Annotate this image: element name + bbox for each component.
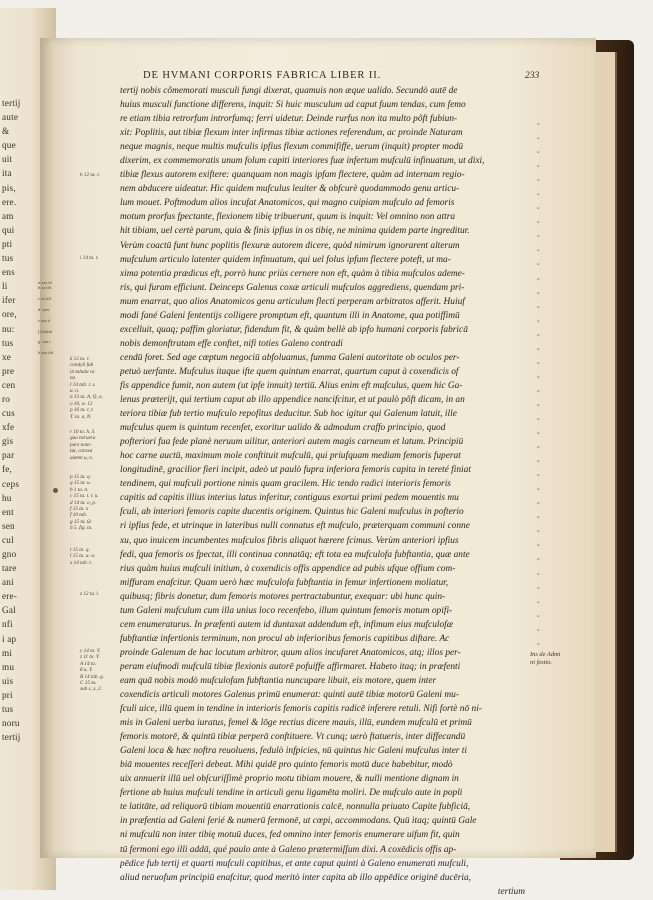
text-line: te latitāte, ad reliquorū tibiam mouentiū enarrationis calcē, nonnulla priuato Capite fubficiā, [120,802,471,813]
left-page-word: li [2,281,8,292]
left-page-word: uit [2,154,13,165]
side-note: t 15 ta. q. l 15 ta. u. w. x 14 tab. t. [70,547,96,566]
text-line: lum mouet. Poftmodum alios incufat Anatomicos, qui magno cuipiam mufculo ad femoris [120,198,455,209]
left-page-word: mi [2,647,13,658]
side-note: k 12 ta. r. condyli fub in tabula ra no l 14 tab. r. s. u. n. n 13 ta. A, Q, u. o 10, w. 12 p 16 ta. r, r. T. ta. a, N. [70,356,103,420]
text-line: coxendicis articuli motores Galenus primū enumerat: quinti autē tibiæ motorū Galeni mu- [120,690,459,701]
text-line: Galeni loca & hæc noftra reuoluens, fedulò infpicies, nū quintus hic Galeni mufculus inter ti [120,746,468,757]
running-title: DE HVMANI CORPORIS FABRICA LIBER II. [143,70,382,81]
left-page-word: tertij [2,98,21,108]
text-line: tū fermoni ego illi addā, qué paulo ante à Galeno prætermiſſum dixi. A coxēdicis offis ap- [120,844,457,855]
text-line: fculi, ab interiori femoris capite ducentis originem. Quintus hic Galeni mufculus in pofterio [120,507,464,518]
text-line: aliud neruofum principiū enafcitur, quod meritò inter capita ab illo appēdice originē ducēria, [120,872,471,883]
text-line: eam quā nobis modò mufculofam fubftantia nuncupare libuit, eis motore, quem inter [120,675,437,686]
left-page-word: ere- [2,591,18,602]
text-line: xu, quo inuicem incumbentes mufculos fibris aliquot hærere fcimus. Verùm anteriori ipfius [120,535,459,546]
text-line: in præfentia ad Galeni ferié & numerū fermonē, ut cœpi, accommodans. Quū itaq; quintū Gale [120,816,477,827]
left-page-word: tare [2,563,17,574]
text-line: fedi, qua femoris os fpectat, illi continua connatāq; eft tota ea mufculofa fubftantia, quæ ante [120,549,470,560]
text-line: biā mouentes receſſeri debeat. Mihi quidē pro quinto femoris motū duce habebitur, modò [120,760,453,771]
side-note: i 14 ta. r. [80,255,99,261]
text-line: cem enumeraturus. In præfenti autem id duntaxat addendum eft, infimum eius mufculofæ [120,619,454,630]
text-line: pēdice fub tertij et quarti mufculi capitibus, et ante caput quinti à Galeno enumerati mufculi, [120,858,469,869]
left-page-word: hu [2,492,12,503]
right-margin-note: Ins de Admi ni festio. [530,651,561,666]
left-page-word: noru [2,718,20,729]
text-line: mufculus quem is quintum recenfet, exoritur ualido & admodum craffo principio, quod [120,423,446,434]
left-page-word: pti [2,238,13,249]
left-page-word: ani [2,577,14,588]
text-line: tum Galeni mufculum cum illa unius loco recenfebo, illum quintum femoris motum opifi- [120,605,453,616]
text-line: xit: Poplitis, aut tibiæ flexum inter infirmas tibiæ actiones referendum, ac proinde Naturam [120,128,463,139]
text-line: pofteriori fua fede planè neruum uilitur, anteriori autem magis carneum et latum. Principiū [120,437,464,448]
left-page-word: tertij [2,732,21,743]
text-line: huius musculi functione differens, inquit: Si huic musculum ad caput fuum tendas, cum femo [120,100,466,111]
text-line: longitudinē, gracilior fieri incipit, adeò ut paulò fupra inferiora femoris capita in tereté finiat [120,465,471,476]
text-line: fis appendice fumit, non autem (ut ipfe innuit) tertiū. Alius enim eft mufculus, quem hic Ga- [120,380,463,391]
left-page-word: ita [2,168,12,179]
left-page-word: pis, [2,182,16,193]
text-line: quibusq; fibris donetur, dum femoris motores pertractabuntur, exequar: ubi hunc quin- [120,591,446,602]
text-line: Verùm coactū funt hunc poplitis flexuræ autorem dicere, quòd nimirum ignorarent alterum [120,240,460,251]
left-page-word: ens [2,267,15,278]
text-line: tertij nobis cõmemorati musculi fungi dixerat, quamuis non æque ualido. Secundò autē de [120,86,458,96]
text-line: proinde Galenum de hac locutum arbitror, quum alios incufaret Anatomicos, atq; illos per- [120,647,461,658]
text-line: fubftantiæ infertionis terminum, non procul ab inferioribus femoris capitibus diftare. Ac [120,633,450,644]
left-page-word: pre [2,365,15,376]
left-page-word: gno [2,549,17,559]
left-page-word: gis [2,436,14,447]
text-line: nobis demonftratam effe conftet, nifi toties Galeno contradi [120,338,343,349]
main-text-block [120,84,525,899]
left-page-word: cul [2,534,14,545]
left-page-word: cen [2,379,16,390]
side-note: r 10 ta. h, S. quo neruera pars nota- tur, carnea autem u, n. [70,429,96,461]
left-page-word: sen [2,520,15,531]
text-line: femoris motorē, & quintū tibiæ perperā conftituere. Vt cunq; uerò ftatueris, inter diffecandū [120,732,466,743]
quotation-marks-column: „ „ „ „ „ „ „ „ „ „ „ „ „ „ „ „ „ „ „ „ „ „ „ „ „ „ „ „ „ „ „ „ „ „ „ „ „ „ [537,120,540,646]
text-line: capitis ad capitis illius interius latus inferitur, contiguus exortui primi pedem mouentis mu [120,493,459,504]
side-note: p 15 ta. q. q 15 ta. u. b 1 ta. n. c 15 ta. t. r. u. d 14 ta. o, p. f 15 ta. x f 10 tab. g 15 ta. Ω h 5. fig. ta. [70,474,99,532]
text-line: uix annuerit illū uel obſcuriſſimè proprio motu tibiam mouere, & nulli mentione dignam in [120,774,459,785]
text-line: modi fané Galeni fententijs colligere promptum eft, quantum illi in Anatome, qua potiffimū [120,310,460,321]
left-page-word: fe, [2,464,13,475]
text-line: nem abducere uideatur. Hic quidem mufculus leuiter & obfcurè quodammodo genu articu- [120,184,460,195]
left-page-word: xe [2,351,12,362]
text-line: xima potentia prædicus eft, porrò hunc priùs cernere non eft, quàm à tibia mufculos ademe- [120,268,465,279]
text-line: neque magnis, neque multis mufculis ipfius flexum commififfe, uerum (inquit) propter modū [120,142,464,153]
text-line: motum prorfus fpectante, flexionem tibię tribuerunt, quum is inquit: Vel omnino non attra [120,212,456,223]
text-line: hoc carne auctū, maximum mole conftituit mufculū, qui priufquam mediam femoris fuperat [120,451,461,462]
text-line: ris, qui furam efficiunt. Deinceps Galenus coxæ articuli mufculos aggrediens, quendam pri- [120,282,465,293]
left-page-word: i ap [2,633,17,644]
left-page-word: qui [2,224,15,235]
left-page-word: que [2,140,16,151]
left-page-word: nfi [2,619,13,630]
left-page-word: tus [2,337,14,348]
text-line: hit tibiam, uel certè parum, quia & finis ipfius in os tibię, ne minima quidem parte ingreditur. [120,226,470,237]
left-page-word: ifer [2,295,16,306]
text-line: mis in Galeni uerba iuratus, femel & lōge rectius dicere mauis, illū, eundem mufculū et primū [120,718,472,729]
left-page-word: cus [2,408,15,419]
left-page-word: pri [2,689,13,700]
side-note: h 12 ta. c. [80,172,101,178]
text-line: miffuram enafcitur. Quam uerò hæc mufculofa fubftantia in femur infertionem moliatur, [120,577,449,588]
left-page-word: aute [2,112,19,123]
text-line: mum enarrat, quo alios Anatomicos genu articulum flecti perperam arbitratos afferit. Huiuf [120,296,465,307]
left-page-word: ore, [2,309,17,320]
text-line: petuò uerfante. Mufculus itaque ifte quem quintum enarrat, quartum caput à coxendicis of [120,366,459,377]
left-page-word: mu [2,661,15,672]
left-page-word: & [2,126,10,137]
ink-spot [53,488,58,493]
left-page-word: ceps [2,478,20,489]
text-line: ri ipfius fede, et utrinque in lateribus nulli connatus eft mufculo, præterquam communi conne [120,521,470,532]
text-line: peram eiufmodi mufculū tibiæ flexionis autorē pofuiffe affirmaret. Habeto itaq; in præfenti [120,661,461,672]
text-line: fertione ab huius mufculi tendine in articuli genu ligamēta moliri. De mufculo aute in popli [120,788,463,799]
text-line: tendinem, qui mufculi portione nimis quam gracilem. Hic tendo radici interioris femoris [120,479,451,490]
left-page-word: xfe [2,422,15,433]
text-line: fculi uice, illū quem in tendine in interioris femoris capitis radicē inferere retuli. Nifi fortè nō ni- [120,704,482,715]
text-line: dixerim, ex commemoratis unum folum capiti interiores fuæ infertum mufculū infinuatum, ut dixi, [120,156,485,167]
text-line: rius quàm huius mufculi initium, à coxendicis offis appendice ad pubis ufque offium com- [120,563,456,574]
left-page-word: ere. [2,196,17,207]
left-page-word: tus [2,253,14,264]
left-page-word: tus [2,704,14,715]
text-line: teriora tibiæ fub tertio mufculo repofitus deducitur. Sub hoc igitur qui Galenum latuit, ille [120,409,457,420]
left-page-word: am [2,210,14,221]
text-line: tertium [497,886,525,897]
text-line: cendū foret. Sed age cœptum negociū abfoluamus, fumma Galeni autoritate ob oculos per- [120,352,460,363]
text-line: tibiæ flexus autorem exiftere: quanquam non magis ipfam flectere, quàm ad internam regio- [120,170,465,181]
text-line: mufculum articulo latenter quidem infinuatum, qui uel folus ipfum flectere poteft, ut ma- [120,254,451,265]
left-page-margin-notes: a xxx iii b xx iiii c xx iiii d xxvi e xxx ii f Galeni g xxx i h xxx iiii [38,280,54,356]
left-page-word: nu: [2,323,15,334]
left-page-word: Gal [2,605,16,616]
left-page-word: ro [2,393,11,404]
left-page-word: ent [2,506,14,517]
side-note: y 14 ta. Y. z 11 ta. Y. A 14 ta. 8 u. Y. B 14 tab. g. C 15 ta. sub s, x, 2. [80,648,105,693]
left-page-word: uis [2,675,14,686]
page-number: 233 [525,71,540,81]
text-line: ni mufculū non inter tibię motuū duces, fed omnino inter femoris enumerare uifum fit, quin [120,830,460,841]
text-line: excelluit, quaq; paffim gloriatur, fidendum fit, & quàm bellè ab ipfo humani corporis fabricā [120,324,468,335]
side-note: z 12 ta. l. [80,591,100,597]
text-line: re etiam tibia retrorfum introrfumq; ferri uidetur. Deinde rurfus non ita multo põft fubiun- [120,114,458,125]
text-line: lenus præterijt, qui tertium caput ab illo appendice nancifcitur, et ut paulò põft dicam, in an [120,395,465,406]
left-page-word: par [2,450,15,461]
